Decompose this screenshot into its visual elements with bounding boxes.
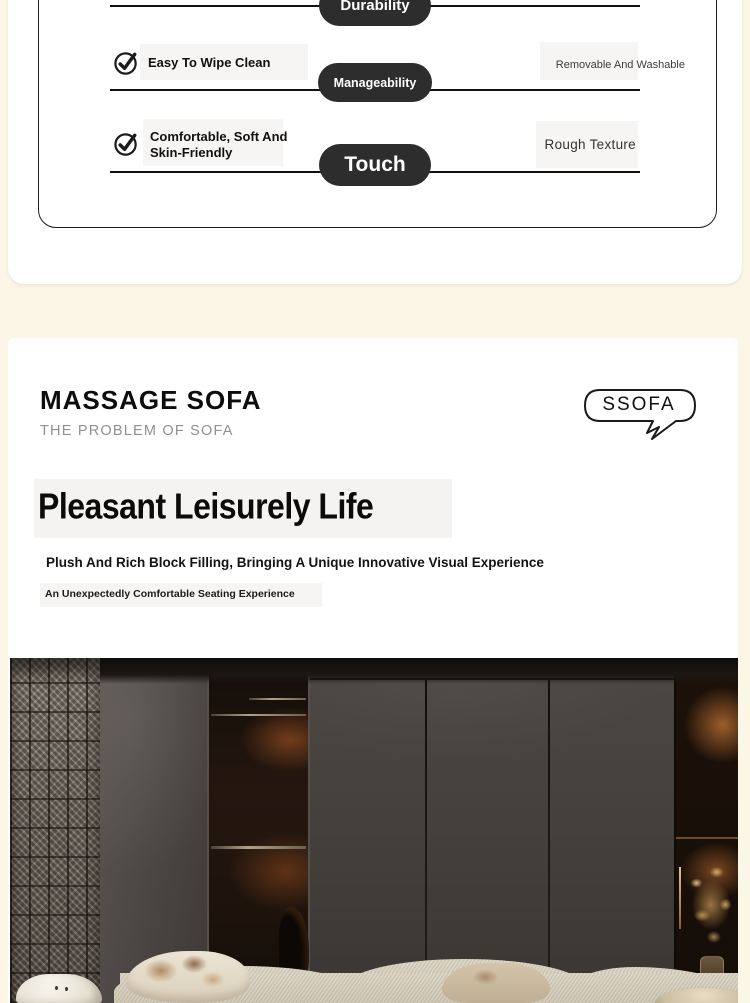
pill-manageability [318,63,432,102]
photo-light-glint [679,867,681,929]
check-circle-icon [113,131,140,158]
comparison-right-label: Rough Texture [544,137,636,152]
photo-shelf-rail [211,714,306,716]
photo-right-shelf [676,837,738,839]
photo-shelf-rail [211,846,306,849]
pill-touch-label: Touch [344,153,406,176]
photo-panel-seam [425,678,427,1003]
photo-sheep-eye [55,986,58,990]
headline: Pleasant Leisurely Life [38,486,374,527]
photo-glass-block-partition [10,658,100,1003]
check-circle-icon [113,50,140,77]
pill-manageability-label: Manageability [333,75,417,90]
photo-wardrobe-panels [310,678,674,1003]
comparison-right-label: Removable And Washable [555,59,685,71]
pill-durability-label: Durability [340,0,410,14]
feature-label: Easy To Wipe Clean [148,55,271,70]
photo-sheep-eye [65,987,68,991]
feature-table-border [38,0,717,228]
lead-text: Plush And Rich Block Filling, Bringing A Unique Innovative Visual Experience [46,555,544,570]
photo-ceiling-shadow [10,658,738,684]
ssofa-logo [583,389,697,441]
photo-panel-seam [548,678,550,1003]
feature-comparison-card [8,0,742,284]
feature-label-line2: Skin-Friendly [150,144,233,160]
section-title: MASSAGE SOFA [40,385,262,415]
note-text: An Unexpectedly Comfortable Seating Experience [45,588,295,600]
photo-shelf-rail [249,698,306,700]
ssofa-logo-label: SSOFA [602,394,676,415]
section-subtitle: THE PROBLEM OF SOFA [40,423,234,439]
photo-pillow [442,963,550,1003]
feature-label [150,129,287,160]
pill-durability [319,0,431,26]
photo-dried-flowers [682,856,738,964]
lifestyle-photo [10,658,738,1003]
feature-label-line1: Comfortable, Soft And [150,129,288,144]
pill-touch [319,144,431,186]
